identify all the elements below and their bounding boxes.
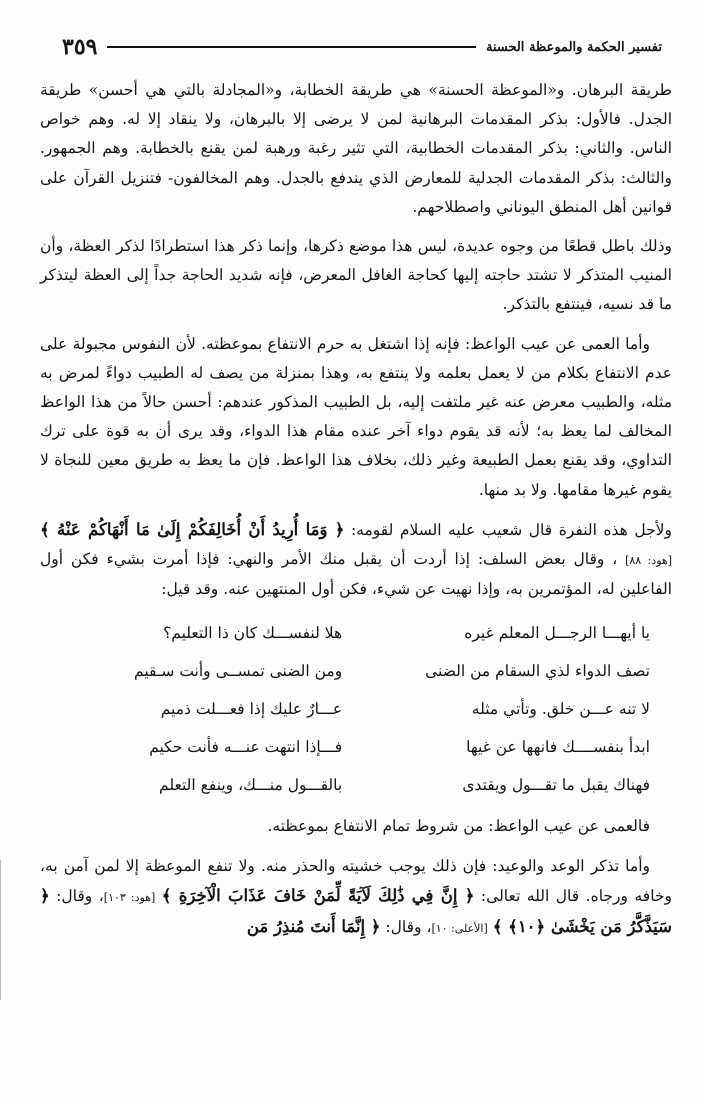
paragraph-poem-conclusion: فالعمى عن عيب الواعظ: من شروط تمام الانتفاع بموعظته. — [267, 817, 650, 836]
quran-verse-naziat: ﴿ إِنَّمَا أَنتَ مُنذِرُ مَن — [246, 917, 381, 937]
paragraph-methods: طريقة البرهان. و«الموعظة الحسنة» هي طريقة الخطابة، و«المجادلة بالتي هي أحسن» طريقة الجدل. فالأول: بذكر المقدمات البرهانية لمن لا يرضى إلا بالبرهان، ولا ينقاد إلا له. وهم خواص الناس. والثاني: بذكر المقدمات الخطابية، التي تثير رغبة ورهبة لمن يقنع بالخطابة. وهم الجمهور. والثالث: بذكر المقدمات الجدلية للمعارض الذي يندفع بالجدل. وهم المخالفون- فتنزيل القرآن على قوانين أهل المنطق اليوناني واصطلاحهم. — [40, 81, 672, 216]
poem-hemistich-first: تصف الدواء لذي السقام من الضنى — [425, 661, 650, 680]
poem-hemistich-second: عـــارٌ عليك إذا فعـــلت ذميم — [160, 699, 343, 718]
quran-verse-ala-10: ﴿ سَيَذَّكَّرُ مَن يَخْشَىٰ ﴿١٠﴾ ﴾ — [40, 885, 672, 937]
poem-hemistich-first: ابدأ بنفســــك فانهها عن غيها — [466, 737, 650, 756]
poem-line — [40, 690, 672, 728]
page-body — [40, 76, 672, 953]
promise-lead: وأما تذكر الوعد والوعيد: فإن ذلك يوجب خشيته والحذر منه. ولا تنفع الموعظة إلا لمن آمن به، وخافه ورجاه. قال الله تعالى: — [40, 856, 672, 905]
connector-text: ، وقال: — [56, 886, 104, 905]
poem-hemistich-second: بالقـــول منـــك، وينفع التعلم — [159, 775, 343, 794]
poem-line — [40, 614, 672, 652]
verse-reference: [هود: ١٠٣] — [103, 890, 156, 904]
running-header — [62, 30, 662, 64]
poem-line — [40, 766, 672, 804]
connector-text: ، وقال: — [385, 918, 432, 937]
paragraph-shuaib — [40, 515, 672, 605]
shuaib-lead: ولأجل هذه النفرة قال شعيب عليه السلام لقومه: — [350, 520, 673, 539]
poem-line — [40, 728, 672, 766]
poem-hemistich-second: فـــإذا انتهت عنـــه فأنت حكيم — [149, 737, 343, 756]
poem-hemistich-first: فهناك يقبل ما تقـــول ويقتدى — [462, 775, 650, 794]
poem — [40, 614, 672, 804]
header-rule — [107, 46, 476, 48]
poem-hemistich-first: لا تنه عـــن خلق. وتأتي مثله — [471, 699, 650, 718]
paragraph-promise-threat — [40, 852, 672, 944]
poem-line — [40, 652, 672, 690]
quran-verse-hud-88: ﴿ وَمَا أُرِيدُ أَنْ أُخَالِفَكُمْ إِلَىٰ مَا أَنْهَاكُمْ عَنْهُ ﴾ — [40, 519, 345, 539]
poem-hemistich-second: ومن الضنى تمســى وأنت سـقيم — [134, 661, 343, 680]
verse-reference: [الأعلى: ١٠] — [431, 922, 488, 936]
poem-hemistich-second: هلا لنفســـك كان ذا التعليم؟ — [163, 623, 343, 642]
paragraph-preacher-faults: وأما العمى عن عيب الواعظ: فإنه إذا اشتغل به حرم الانتفاع بموعظته. لأن النفوس مجبولة على عدم الانتفاع بكلام من لا يعمل بعلمه ولا ينتفع به، وهذا بمنزلة من يصف له الطبيب دواءً لمرض به مثله، والطبيب معرض عنه غير ملتفت إليه، بل الطبيب المذكور عندهم: أحسن حالاً من هذا الواعظ المخالف لما يعظ به؛ لأنه قد يقوم دواء آخر عنده مقام هذا الدواء، وقد يرى أن به قوة على ترك التداوي، وقد يقنع بعمل الطبيعة وغير ذلك، بخلاف هذا الواعظ. فإن ما يعظ به طريق معين للنجاة لا يقوم غيرها مقامها. ولا بد منها. — [40, 334, 672, 499]
shuaib-rest: ، وقال بعض السلف: إذا أردت أن يقبل منك الأمر والنهي: فإذا أمرت بشيء فكن أول الفاعلين له، المؤتمرين به، وإذا نهيت عن شيء، فكن أول المنتهين عنه. وقد قيل: — [40, 550, 672, 599]
scan-edge-mark — [0, 860, 11, 1000]
paragraph-admonition-need: وذلك باطل قطعًا من وجوه عديدة، ليس هذا موضع ذكرها، وإنما ذكر هذا استطرادًا لذكر العظة، وأن المنيب المتذكر لا تشتد حاجته إليها كحاجة الغافل المعرض، فإنه شديد الحاجة جداً إلى العظة ليتذكر ما قد نسيه، فينتفع بالتذكر. — [40, 237, 672, 314]
quran-verse-hud-103: ﴿ إِنَّ فِي ذَٰلِكَ لَآيَةً لِّمَنْ خَافَ عَذَابَ الْآخِرَةِ ﴾ — [161, 885, 475, 905]
poem-hemistich-first: يا أيهـــا الرجـــل المعلم غيره — [464, 623, 650, 642]
page-number: ٣٥٩ — [62, 34, 98, 60]
running-title: تفسير الحكمة والموعظة الحسنة — [485, 39, 662, 55]
verse-reference: [هود: ٨٨] — [625, 554, 672, 568]
